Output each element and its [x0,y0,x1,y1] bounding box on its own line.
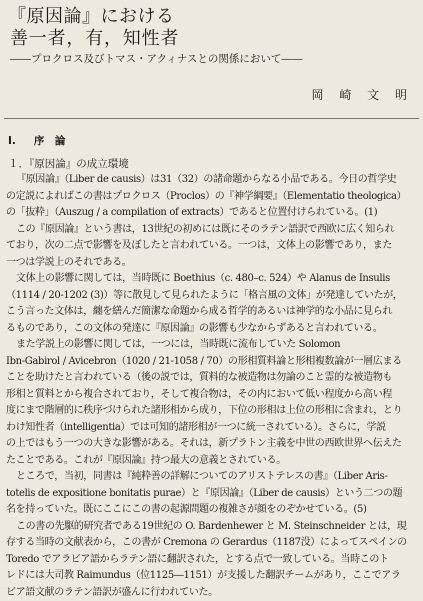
divider [4,118,419,119]
text-line: totelis de expositione bonitatis purae）と『原因論』（Liber de causis）という二つの題 [6,486,423,503]
text-line: の「抜粋」（Auszug / a compilation of extracts）であると位置付けられている。(1) [6,205,423,222]
text-line: この書の先駆的研究者である19世紀の O. Bardenhewer と M. Steinschneider とは，現 [6,519,423,536]
text-line: ており，次の二点で影響を及ぼしたと言われている。一つは，文体上の影響であり，また [6,238,423,255]
text-line: こう言った文体は，纏を繕んだ簡潔な命題から成る哲学的あるいは神学的な小品に見られ [6,304,423,321]
text-line: 文体上の影響に関しては，当時既に Boethius（c. 480–c. 524）や Alanus de Insulis [6,271,423,288]
body-text [6,172,423,601]
text-line: 存する当時の文献表から，この書が Cremona の Gerardus（1187没）によってスペインの [6,535,423,552]
text-line: 形相と質料とから複合されており，そして複合物は，その内において低い程度から高い程 [6,387,423,404]
text-line: レドには大司教 Raimundus（位1125―1151）が支援した翻訳チームがあり，ここでアラ [6,568,423,585]
text-line: るものであり，この文体の発達に『原因論』の影響も少なからずあると言われている。 [6,321,423,338]
text-line: たことである。これが『原因論』持つ最大の意義とされている。 [6,453,423,470]
text-line: 度にまで階層的に秩序づけられた諸形相から成り，下位の形相は上位の形相に含まれ，とり [6,403,423,420]
section-number: I. [8,135,16,147]
text-line: ビア語文献のラテン語訳が盛んに行われていた。 [6,585,423,601]
title-line-1: 『原因論』における [8,6,415,28]
text-line: ことを助けたと言われている（後の説では，質料的な被造物は勿論のこと霊的な被造物も [6,370,423,387]
text-line: 一つは学説上のそれである。 [6,255,423,272]
text-line: Ibn-Gabirol / Avicebron（1020 / 21-1058 / 70）の形相質料論と形相複数論が一層広まる [6,354,423,371]
author-name: 岡 崎 文 明 [312,86,413,103]
subtitle: ――プロクロス及びトマス・アクィナスとの関係において―― [10,52,415,66]
text-line: この『原因論』という書は，13世紀の初めには既にそのラテン語訳で西欧に広く知られ [6,222,423,239]
text-line: 名を持っていた。既にここにこの書の起源問題の複雑さが顔をのぞかせている。(5) [6,502,423,519]
section-label: 序 論 [34,135,66,147]
text-line: （1114 / 20-1202 (3)）等に散見して見られたように「格言風の文体」が発達していたが， [6,288,423,305]
title-line-2: 善一者，有，知性者 [10,28,415,50]
text-line: の定説によればこの書はプロクロス（Proclos）の『神学綱要』（Elementatio theologica） [6,189,423,206]
subsection-heading: １．『原因論』の成立環境 [8,156,129,171]
text-line: わけ知性者（intelligentia）では可知的諸形相が一つに統一されている）。さらに，学説 [6,420,423,437]
text-line: Toredo でアラビア語からラテン語に翻訳された，とする点で一致している。当時このト [6,552,423,569]
text-line: の上ではもう一つの大きな影響がある。それは，新プラトン主義を中世の西欧世界へ伝えた [6,436,423,453]
text-line: また学説上の影響に関しては，一つには，当時既に流布していた Solomon [6,337,423,354]
section-heading [8,133,65,148]
text-line: ところで，当初，同書は『純粋善の詳解についてのアリストテレスの書』（Liber Aris- [6,469,423,486]
text-line: 『原因論』（Liber de causis）は31（32）の諸命題からなる小品である。今日の哲学史 [6,172,423,189]
